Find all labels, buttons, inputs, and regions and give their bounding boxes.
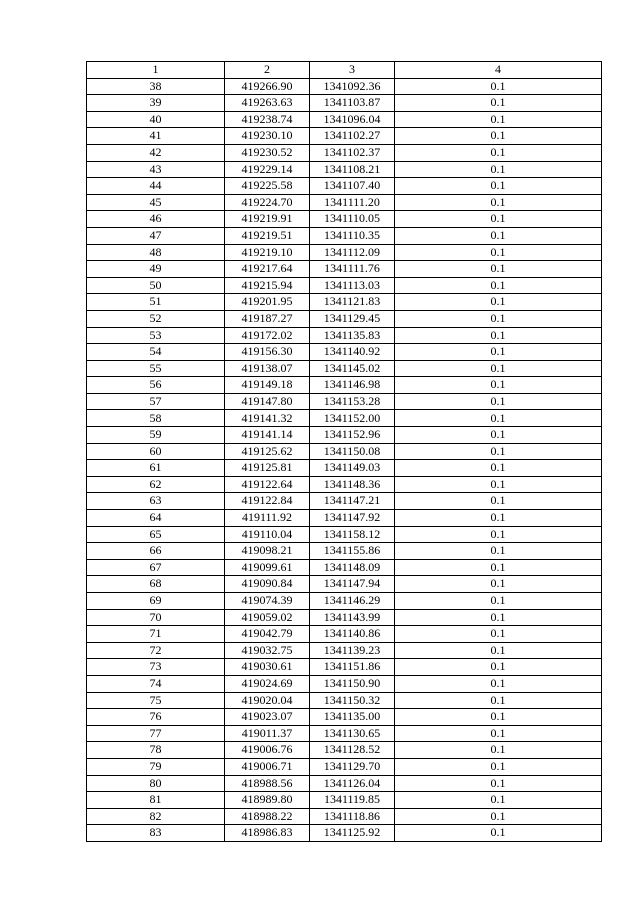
table-cell-col-2: 419217.64 [225,261,310,278]
table-cell-col-3: 1341158.12 [310,526,395,543]
table-cell-col-1: 81 [87,792,225,809]
table-row [87,410,602,427]
table-cell-col-4: 0.1 [395,758,602,775]
table-cell-col-4: 0.1 [395,194,602,211]
table-row [87,178,602,195]
table-cell-col-2: 419006.76 [225,742,310,759]
table-cell-col-1: 76 [87,709,225,726]
table-row [87,78,602,95]
table-cell-col-1: 62 [87,476,225,493]
table-cell-col-4: 0.1 [395,227,602,244]
table-cell-col-3: 1341140.92 [310,344,395,361]
table-cell-col-1: 47 [87,227,225,244]
table-cell-col-2: 418988.22 [225,808,310,825]
table-cell-col-4: 0.1 [395,244,602,261]
table-cell-col-2: 419141.32 [225,410,310,427]
table-cell-col-2: 419006.71 [225,758,310,775]
table-row [87,161,602,178]
table-cell-col-2: 419125.62 [225,443,310,460]
table-row [87,642,602,659]
coordinates-table [86,61,602,842]
table-cell-col-3: 1341146.29 [310,593,395,610]
table-cell-col-4: 0.1 [395,344,602,361]
table-cell-col-2: 419219.10 [225,244,310,261]
table-row [87,493,602,510]
table-cell-col-1: 63 [87,493,225,510]
table-cell-col-4: 0.1 [395,78,602,95]
table-cell-col-3: 1341148.36 [310,476,395,493]
table-cell-col-2: 419030.61 [225,659,310,676]
table-cell-col-3: 1341146.98 [310,377,395,394]
table-cell-col-1: 64 [87,510,225,527]
column-header-4: 4 [395,62,602,79]
table-cell-col-1: 82 [87,808,225,825]
table-cell-col-3: 1341151.86 [310,659,395,676]
table-cell-col-4: 0.1 [395,443,602,460]
table-cell-col-2: 419011.37 [225,725,310,742]
table-cell-col-4: 0.1 [395,675,602,692]
table-cell-col-3: 1341125.92 [310,825,395,842]
table-cell-col-2: 419230.52 [225,144,310,161]
table-cell-col-1: 78 [87,742,225,759]
table-cell-col-1: 75 [87,692,225,709]
table-cell-col-3: 1341147.94 [310,576,395,593]
table-cell-col-2: 419099.61 [225,559,310,576]
table-row [87,327,602,344]
table-cell-col-4: 0.1 [395,593,602,610]
table-cell-col-1: 66 [87,543,225,560]
table-header-row [87,62,602,79]
table-cell-col-4: 0.1 [395,277,602,294]
table-cell-col-3: 1341140.86 [310,626,395,643]
table-cell-col-3: 1341150.32 [310,692,395,709]
table-cell-col-4: 0.1 [395,775,602,792]
table-cell-col-3: 1341143.99 [310,609,395,626]
table-cell-col-2: 418986.83 [225,825,310,842]
table-cell-col-3: 1341102.37 [310,144,395,161]
table-cell-col-2: 419059.02 [225,609,310,626]
table-cell-col-3: 1341150.08 [310,443,395,460]
table-cell-col-3: 1341126.04 [310,775,395,792]
table-cell-col-3: 1341111.20 [310,194,395,211]
table-cell-col-3: 1341112.09 [310,244,395,261]
table-cell-col-4: 0.1 [395,360,602,377]
table-cell-col-3: 1341110.35 [310,227,395,244]
table-cell-col-4: 0.1 [395,427,602,444]
table-row [87,377,602,394]
table-cell-col-4: 0.1 [395,526,602,543]
table-cell-col-2: 419111.92 [225,510,310,527]
table-cell-col-3: 1341153.28 [310,393,395,410]
table-row [87,211,602,228]
table-row [87,742,602,759]
table-cell-col-4: 0.1 [395,725,602,742]
table-row [87,692,602,709]
table-cell-col-2: 419141.14 [225,427,310,444]
table-cell-col-1: 43 [87,161,225,178]
table-cell-col-3: 1341102.27 [310,128,395,145]
table-cell-col-2: 419020.04 [225,692,310,709]
table-cell-col-4: 0.1 [395,294,602,311]
table-cell-col-2: 419230.10 [225,128,310,145]
table-row [87,261,602,278]
column-header-2: 2 [225,62,310,79]
table-cell-col-3: 1341118.86 [310,808,395,825]
table-row [87,808,602,825]
table-cell-col-4: 0.1 [395,178,602,195]
table-cell-col-3: 1341111.76 [310,261,395,278]
table-cell-col-3: 1341135.00 [310,709,395,726]
table-cell-col-2: 419219.51 [225,227,310,244]
table-row [87,128,602,145]
table-cell-col-2: 419225.58 [225,178,310,195]
table-cell-col-2: 419090.84 [225,576,310,593]
table-row [87,227,602,244]
table-row [87,194,602,211]
table-row [87,277,602,294]
table-cell-col-2: 419219.91 [225,211,310,228]
table-row [87,244,602,261]
table-cell-col-2: 419149.18 [225,377,310,394]
table-cell-col-1: 59 [87,427,225,444]
table-cell-col-1: 53 [87,327,225,344]
table-cell-col-1: 48 [87,244,225,261]
table-cell-col-1: 67 [87,559,225,576]
table-cell-col-2: 419125.81 [225,460,310,477]
table-cell-col-3: 1341152.00 [310,410,395,427]
table-cell-col-4: 0.1 [395,460,602,477]
table-cell-col-1: 65 [87,526,225,543]
table-row [87,476,602,493]
table-cell-col-2: 419266.90 [225,78,310,95]
table-cell-col-1: 55 [87,360,225,377]
table-cell-col-3: 1341149.03 [310,460,395,477]
table-cell-col-3: 1341092.36 [310,78,395,95]
table-cell-col-4: 0.1 [395,493,602,510]
table-cell-col-1: 54 [87,344,225,361]
table-cell-col-3: 1341150.90 [310,675,395,692]
table-row [87,144,602,161]
table-cell-col-3: 1341155.86 [310,543,395,560]
table-cell-col-4: 0.1 [395,642,602,659]
table-row [87,609,602,626]
table-row [87,709,602,726]
table-row [87,310,602,327]
table-cell-col-2: 419023.07 [225,709,310,726]
table-cell-col-4: 0.1 [395,692,602,709]
table-cell-col-1: 40 [87,111,225,128]
table-cell-col-3: 1341145.02 [310,360,395,377]
table-cell-col-3: 1341129.70 [310,758,395,775]
table-cell-col-3: 1341129.45 [310,310,395,327]
table-row [87,659,602,676]
table-row [87,360,602,377]
table-cell-col-4: 0.1 [395,742,602,759]
table-cell-col-3: 1341103.87 [310,95,395,112]
table-cell-col-4: 0.1 [395,792,602,809]
table-row [87,758,602,775]
table-cell-col-4: 0.1 [395,808,602,825]
table-cell-col-4: 0.1 [395,543,602,560]
table-cell-col-1: 38 [87,78,225,95]
table-cell-col-4: 0.1 [395,609,602,626]
table-cell-col-3: 1341130.65 [310,725,395,742]
table-row [87,543,602,560]
table-cell-col-2: 419098.21 [225,543,310,560]
table-cell-col-1: 73 [87,659,225,676]
table-cell-col-4: 0.1 [395,128,602,145]
table-row [87,95,602,112]
table-cell-col-3: 1341135.83 [310,327,395,344]
table-cell-col-1: 80 [87,775,225,792]
table-cell-col-2: 419042.79 [225,626,310,643]
table-row [87,593,602,610]
table-cell-col-3: 1341128.52 [310,742,395,759]
table-cell-col-1: 42 [87,144,225,161]
table-cell-col-1: 49 [87,261,225,278]
table-cell-col-3: 1341139.23 [310,642,395,659]
table-cell-col-4: 0.1 [395,626,602,643]
table-row [87,792,602,809]
table-body [87,78,602,841]
table-row [87,344,602,361]
table-row [87,725,602,742]
table-row [87,111,602,128]
table-cell-col-1: 39 [87,95,225,112]
table-cell-col-4: 0.1 [395,659,602,676]
table-cell-col-2: 419156.30 [225,344,310,361]
table-cell-col-2: 419201.95 [225,294,310,311]
table-cell-col-1: 70 [87,609,225,626]
table-cell-col-2: 419074.39 [225,593,310,610]
table-cell-col-4: 0.1 [395,393,602,410]
table-cell-col-3: 1341147.92 [310,510,395,527]
table-row [87,526,602,543]
table-cell-col-4: 0.1 [395,576,602,593]
table-cell-col-4: 0.1 [395,559,602,576]
table-cell-col-1: 77 [87,725,225,742]
table-cell-col-3: 1341119.85 [310,792,395,809]
table-cell-col-2: 419215.94 [225,277,310,294]
table-cell-col-1: 74 [87,675,225,692]
table-cell-col-2: 419138.07 [225,360,310,377]
table-cell-col-4: 0.1 [395,161,602,178]
table-cell-col-1: 52 [87,310,225,327]
table-cell-col-2: 419122.64 [225,476,310,493]
table-row [87,294,602,311]
table-cell-col-4: 0.1 [395,111,602,128]
table-row [87,775,602,792]
table-cell-col-4: 0.1 [395,709,602,726]
table-cell-col-1: 46 [87,211,225,228]
table-cell-col-2: 419110.04 [225,526,310,543]
table-cell-col-1: 45 [87,194,225,211]
table-cell-col-2: 419032.75 [225,642,310,659]
table-cell-col-1: 69 [87,593,225,610]
table-cell-col-4: 0.1 [395,377,602,394]
table-cell-col-2: 419263.63 [225,95,310,112]
table-cell-col-4: 0.1 [395,144,602,161]
table-cell-col-1: 51 [87,294,225,311]
table-cell-col-3: 1341096.04 [310,111,395,128]
table-cell-col-1: 83 [87,825,225,842]
table-row [87,393,602,410]
table-cell-col-2: 418989.80 [225,792,310,809]
table-cell-col-3: 1341113.03 [310,277,395,294]
table-cell-col-2: 419229.14 [225,161,310,178]
table-row [87,825,602,842]
table-cell-col-4: 0.1 [395,310,602,327]
table-cell-col-3: 1341148.09 [310,559,395,576]
table-cell-col-2: 419187.27 [225,310,310,327]
table-cell-col-1: 57 [87,393,225,410]
table-cell-col-4: 0.1 [395,825,602,842]
table-cell-col-1: 61 [87,460,225,477]
table-cell-col-1: 68 [87,576,225,593]
table-cell-col-4: 0.1 [395,410,602,427]
table-cell-col-4: 0.1 [395,261,602,278]
table-cell-col-1: 41 [87,128,225,145]
column-header-3: 3 [310,62,395,79]
table-cell-col-2: 419147.80 [225,393,310,410]
table-cell-col-1: 71 [87,626,225,643]
table-cell-col-3: 1341107.40 [310,178,395,195]
table-cell-col-2: 419122.84 [225,493,310,510]
table-cell-col-3: 1341121.83 [310,294,395,311]
table-cell-col-4: 0.1 [395,327,602,344]
table-row [87,675,602,692]
table-cell-col-1: 60 [87,443,225,460]
table-cell-col-3: 1341147.21 [310,493,395,510]
table-row [87,559,602,576]
table-row [87,626,602,643]
table-cell-col-1: 50 [87,277,225,294]
table-cell-col-4: 0.1 [395,476,602,493]
table-row [87,460,602,477]
table-cell-col-1: 56 [87,377,225,394]
table-cell-col-4: 0.1 [395,510,602,527]
table-cell-col-2: 419238.74 [225,111,310,128]
table-cell-col-3: 1341152.96 [310,427,395,444]
table-cell-col-3: 1341108.21 [310,161,395,178]
column-header-1: 1 [87,62,225,79]
table-cell-col-4: 0.1 [395,95,602,112]
table-row [87,576,602,593]
table-cell-col-2: 418988.56 [225,775,310,792]
table-row [87,510,602,527]
table-cell-col-1: 58 [87,410,225,427]
table-cell-col-2: 419224.70 [225,194,310,211]
table-cell-col-3: 1341110.05 [310,211,395,228]
table-cell-col-2: 419024.69 [225,675,310,692]
table-row [87,443,602,460]
table-cell-col-1: 79 [87,758,225,775]
table-cell-col-4: 0.1 [395,211,602,228]
table-cell-col-1: 44 [87,178,225,195]
table-row [87,427,602,444]
table-cell-col-1: 72 [87,642,225,659]
table-cell-col-2: 419172.02 [225,327,310,344]
